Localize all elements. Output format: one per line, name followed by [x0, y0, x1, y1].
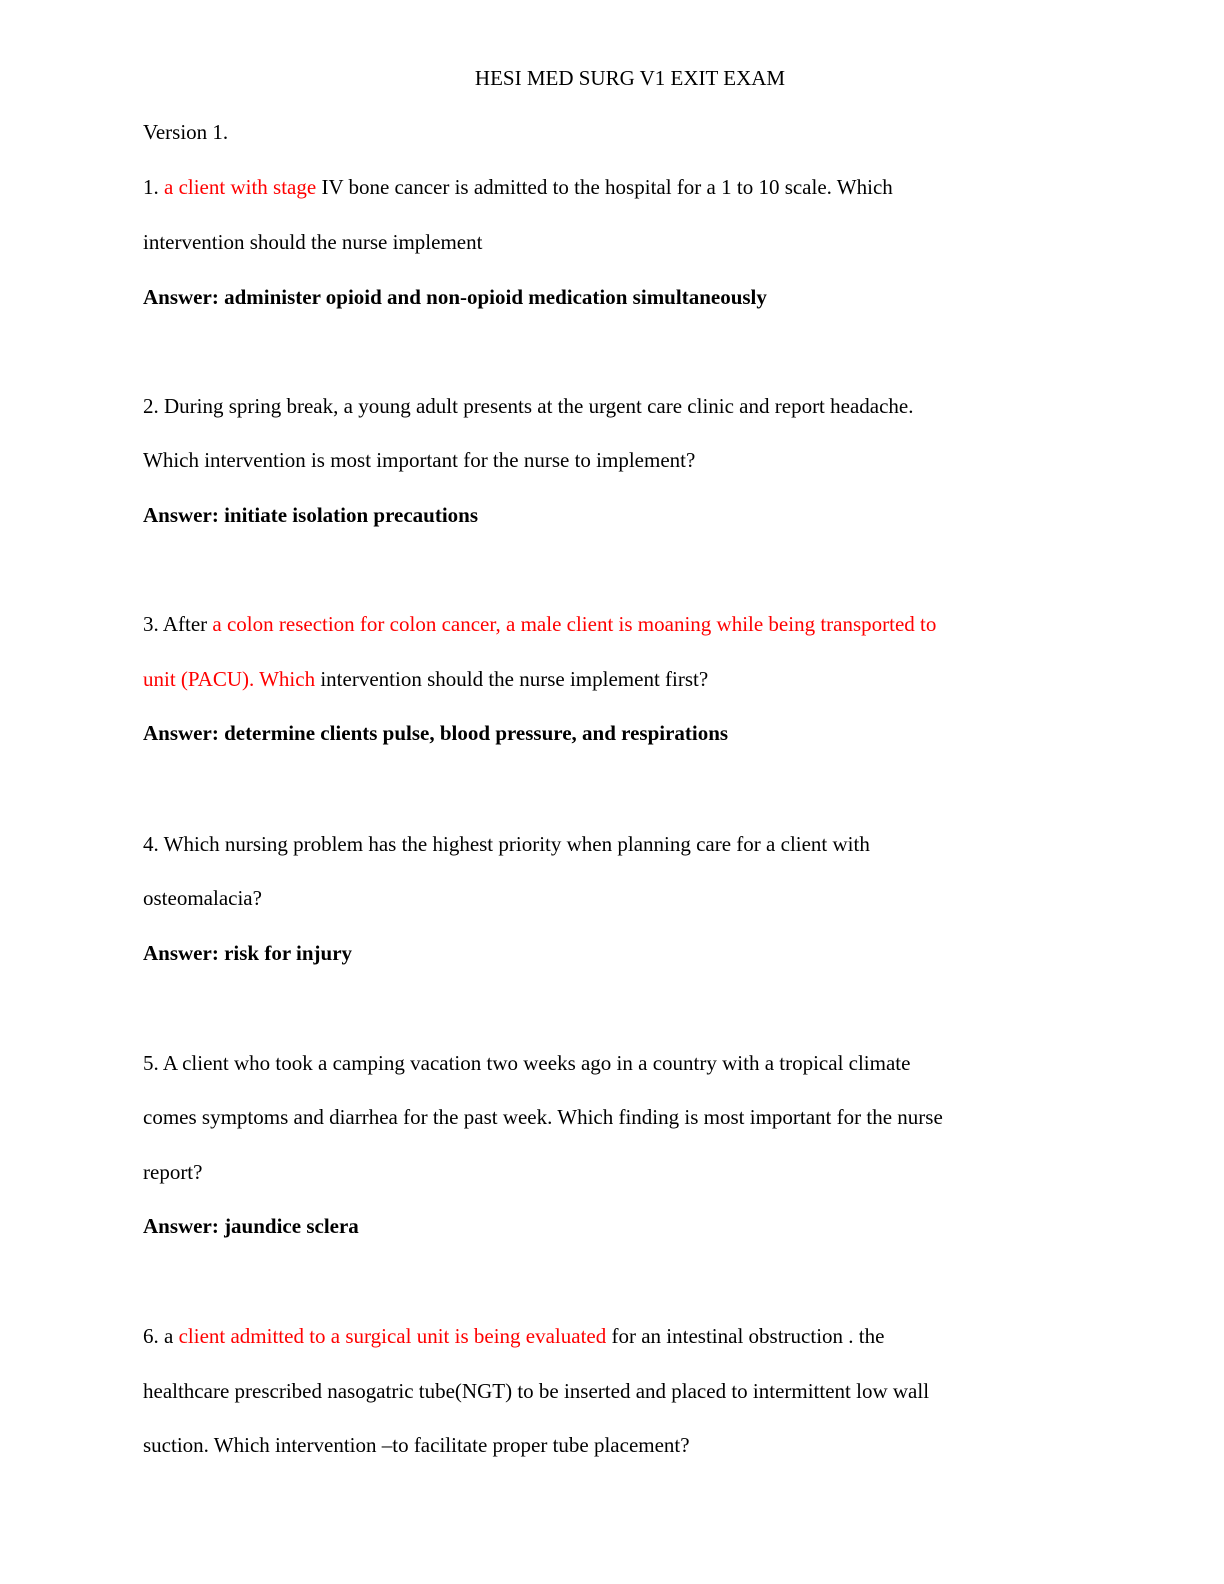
- question-3-line-2: [143, 665, 708, 693]
- question-4-answer: Answer: risk for injury: [143, 941, 353, 965]
- question-4-line-2: osteomalacia?: [143, 886, 262, 910]
- question-3-answer: Answer: determine clients pulse, blood pressure, and respirations: [143, 721, 729, 745]
- question-3-highlight-2: unit (PACU). Which: [143, 667, 316, 691]
- question-1-text: IV bone cancer is admitted to the hospital for a 1 to 10 scale. Which: [316, 175, 893, 199]
- question-5-line-3: report?: [143, 1160, 203, 1184]
- question-5-answer: Answer: jaundice sclera: [143, 1214, 359, 1238]
- version-label: Version 1.: [143, 120, 229, 144]
- question-1-line-1: [143, 173, 893, 201]
- question-6-text: for an intestinal obstruction . the: [606, 1324, 885, 1348]
- question-3-text: intervention should the nurse implement first?: [315, 667, 709, 691]
- question-1-number: 1.: [143, 175, 164, 199]
- document-title: HESI MED SURG V1 EXIT EXAM: [474, 66, 786, 90]
- question-2-line-1: 2. During spring break, a young adult presents at the urgent care clinic and report headache.: [143, 394, 914, 418]
- question-3-highlight-1: a colon resection for colon cancer, a male client is moaning while being transported to: [212, 612, 937, 636]
- question-1-answer: Answer: administer opioid and non-opioid medication simultaneously: [143, 285, 767, 309]
- question-3-line-1: [143, 610, 936, 638]
- question-6-highlight: client admitted to a surgical unit is being evaluated: [178, 1324, 607, 1348]
- question-3-number: 3. After: [143, 612, 213, 636]
- question-2-answer: Answer: initiate isolation precautions: [143, 503, 479, 527]
- question-6-line-1: [143, 1322, 884, 1350]
- question-5-line-1: 5. A client who took a camping vacation two weeks ago in a country with a tropical climate: [143, 1051, 911, 1075]
- question-5-line-2: comes symptoms and diarrhea for the past week. Which finding is most important for the nurse: [143, 1105, 943, 1129]
- question-6-number: 6. a: [143, 1324, 179, 1348]
- question-4-line-1: 4. Which nursing problem has the highest priority when planning care for a client with: [143, 832, 870, 856]
- question-1-line-2: intervention should the nurse implement: [143, 230, 483, 254]
- question-6-line-3: suction. Which intervention –to facilitate proper tube placement?: [143, 1433, 690, 1457]
- question-2-line-2: Which intervention is most important for the nurse to implement?: [143, 448, 696, 472]
- question-1-highlight: a client with stage: [164, 175, 317, 199]
- question-6-line-2: healthcare prescribed nasogatric tube(NGT) to be inserted and placed to intermittent low wall: [143, 1379, 930, 1403]
